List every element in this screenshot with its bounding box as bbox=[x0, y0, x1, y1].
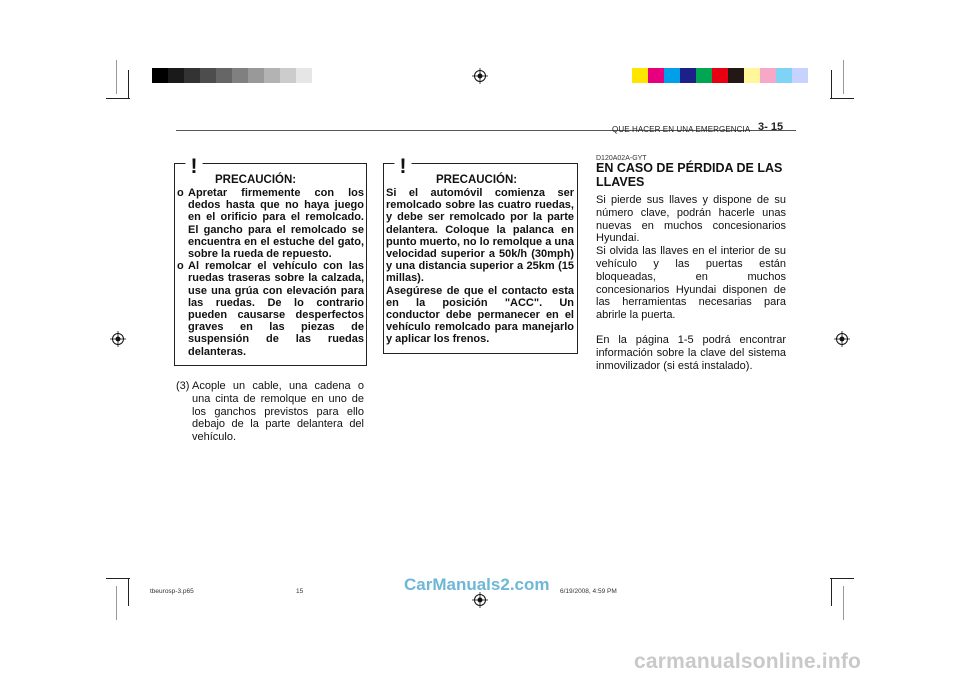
calibration-swatch bbox=[216, 68, 232, 83]
footer-file: tbeurosp-3.p65 bbox=[150, 588, 194, 595]
warning-triangle-icon bbox=[180, 152, 208, 176]
calibration-swatch bbox=[264, 68, 280, 83]
calibration-swatch bbox=[744, 68, 760, 83]
bullet-marker: o bbox=[177, 260, 184, 273]
calibration-swatch bbox=[680, 68, 696, 83]
registration-mark-icon bbox=[834, 331, 850, 347]
watermark-carmanuals2: CarManuals2.com bbox=[404, 575, 550, 594]
registration-mark-icon bbox=[110, 331, 126, 347]
calibration-swatch bbox=[152, 68, 168, 83]
section-body bbox=[596, 194, 786, 372]
svg-text:!: ! bbox=[399, 155, 407, 176]
svg-text:!: ! bbox=[190, 155, 198, 176]
warning-title-center: PRECAUCIÓN: bbox=[436, 174, 518, 186]
bullet-marker: o bbox=[177, 187, 184, 199]
step-text: Acople un cable, una cadena o una cinta de remolque en uno de los ganchos previstos para ello debajo de la parte delantera del vehículo. bbox=[192, 380, 364, 444]
calibration-swatch bbox=[792, 68, 808, 83]
warning-text-center bbox=[386, 187, 574, 346]
calibration-swatch bbox=[664, 68, 680, 83]
watermark-carmanualsonline: carmanualsonline.info bbox=[634, 650, 862, 673]
warning-text-left bbox=[177, 187, 364, 358]
step-number: (3) bbox=[176, 380, 190, 392]
warning-bullet: o Apretar firmemente con los dedos hasta que no haya juego en el orificio para el remolcado. El gancho para el remolcado se encuentra en el estuche del gato, sobre la rueda de repuesto. bbox=[177, 187, 364, 261]
calibration-swatch bbox=[200, 68, 216, 83]
body-paragraph: En la página 1-5 podrá encontrar información sobre la clave del sistema inmovilizador (si está instalado). bbox=[596, 333, 786, 372]
calibration-swatch bbox=[696, 68, 712, 83]
calibration-swatch bbox=[728, 68, 744, 83]
warning-paragraph: Si el automóvil comienza ser remolcado sobre las cuatro ruedas, y debe ser remolcado por la parte delantera. Coloque la palanca en punto muerto, no lo remolque a una velocidad superior a 50k/h (30mph) y una distancia superior a 25km (15 millas). bbox=[386, 187, 574, 285]
calibration-swatch bbox=[248, 68, 264, 83]
calibration-swatch bbox=[648, 68, 664, 83]
calibration-swatch bbox=[776, 68, 792, 83]
calibration-swatch bbox=[760, 68, 776, 83]
calibration-swatch bbox=[232, 68, 248, 83]
calibration-swatch bbox=[712, 68, 728, 83]
calibration-swatch bbox=[184, 68, 200, 83]
warning-title-left: PRECAUCIÓN: bbox=[215, 174, 297, 186]
calibration-swatch bbox=[296, 68, 312, 83]
warning-bullet: o Al remolcar el vehículo con las ruedas traseras sobre la calzada, use una grúa con elevación para las ruedas. De lo contrario pueden causarse desperfectos graves en las piezas de suspensión de las ruedas delanteras. bbox=[177, 260, 364, 358]
section-header-title: QUE HACER EN UNA EMERGENCIA bbox=[612, 125, 751, 134]
registration-mark-icon bbox=[472, 68, 488, 84]
footer-date: 6/19/2008, 4:59 PM bbox=[560, 588, 617, 595]
calibration-swatch bbox=[168, 68, 184, 83]
section-code: D120A02A-GYT bbox=[596, 155, 647, 162]
instruction-step bbox=[176, 380, 364, 444]
footer-page: 15 bbox=[296, 588, 304, 595]
warning-triangle-icon bbox=[389, 152, 417, 176]
calibration-swatch bbox=[632, 68, 648, 83]
section-title: EN CASO DE PÉRDIDA DE LAS LLAVES bbox=[596, 161, 783, 189]
body-paragraph: Si olvida las llaves en el interior de su vehículo y las puertas están bloqueadas, en muchos concesionarios Hyundai disponen de las herramientas necesarias para abrirle la puerta. bbox=[596, 245, 786, 322]
calibration-swatch bbox=[280, 68, 296, 83]
page-number: 3- 15 bbox=[758, 121, 784, 133]
warning-paragraph: Asegúrese de que el contacto esta en la posición "ACC". Un conductor debe permanecer en el vehículo remolcado para manejarlo y aplicar los frenos. bbox=[386, 284, 574, 346]
body-paragraph: Si pierde sus llaves y dispone de su número clave, podrán hacerle unas nuevas en muchos concesionarios Hyundai. bbox=[596, 194, 786, 245]
